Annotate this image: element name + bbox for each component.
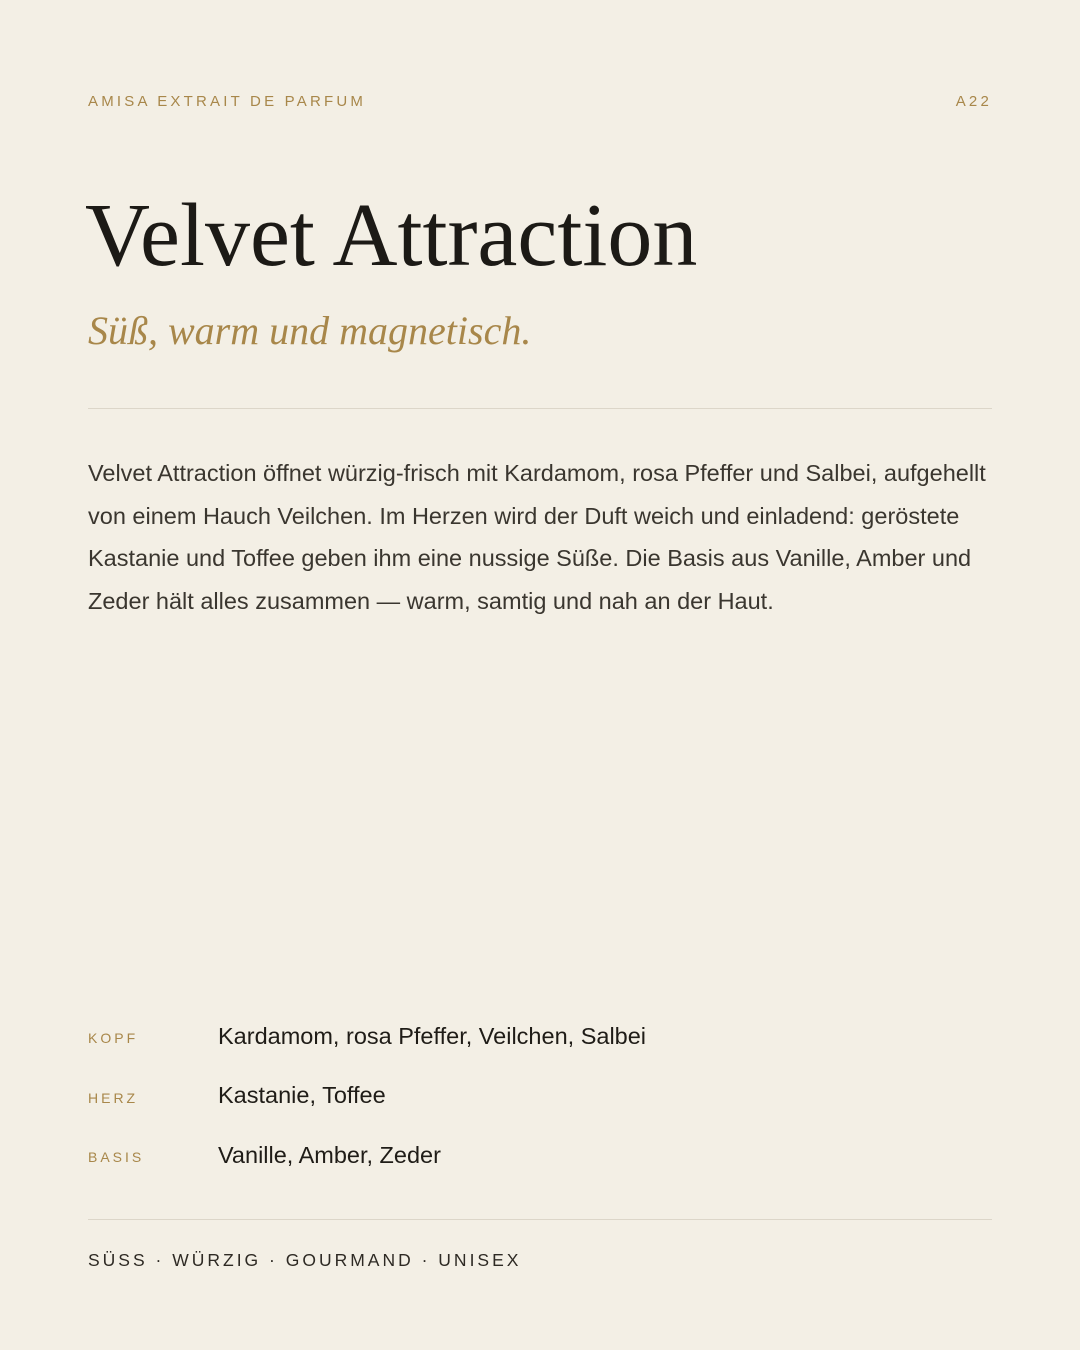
fragrance-tags: SÜSS · WÜRZIG · GOURMAND · UNISEX bbox=[88, 1250, 522, 1270]
note-label: KOPF bbox=[88, 1030, 139, 1046]
note-label: HERZ bbox=[88, 1089, 139, 1106]
note-value: Kardamom, rosa Pfeffer, Veilchen, Salbei bbox=[218, 1022, 647, 1049]
card-header bbox=[88, 92, 992, 112]
scent-notes bbox=[88, 1016, 992, 1195]
note-row-basis bbox=[88, 1135, 992, 1175]
note-value: Kastanie, Toffee bbox=[218, 1082, 386, 1108]
divider-top bbox=[88, 408, 992, 409]
note-value: Vanille, Amber, Zeder bbox=[218, 1141, 441, 1168]
fragrance-description: Velvet Attraction öffnet würzig-frisch mit Kardamom, rosa Pfeffer und Salbei, aufgehellt von einem Hauch Veilchen. Im Herzen wird der Duft weich und einladend: geröstete Kastanie und Toffee geben ihm eine nussige Süße. Die Basis aus Vanille, Amber und Zeder hält alles zusammen — warm, samtig und nah an der Haut. bbox=[88, 460, 986, 615]
note-label: BASIS bbox=[88, 1149, 145, 1165]
brand-label: AMISA EXTRAIT DE PARFUM bbox=[88, 93, 367, 110]
note-row-kopf bbox=[88, 1016, 992, 1056]
fragrance-title: Velvet Attraction bbox=[85, 186, 698, 285]
fragrance-tagline: Süß, warm und magnetisch. bbox=[88, 308, 532, 353]
divider-bottom bbox=[88, 1219, 992, 1220]
fragrance-card bbox=[85, 0, 992, 1350]
note-row-herz bbox=[88, 1076, 992, 1116]
product-code: A22 bbox=[955, 93, 992, 110]
